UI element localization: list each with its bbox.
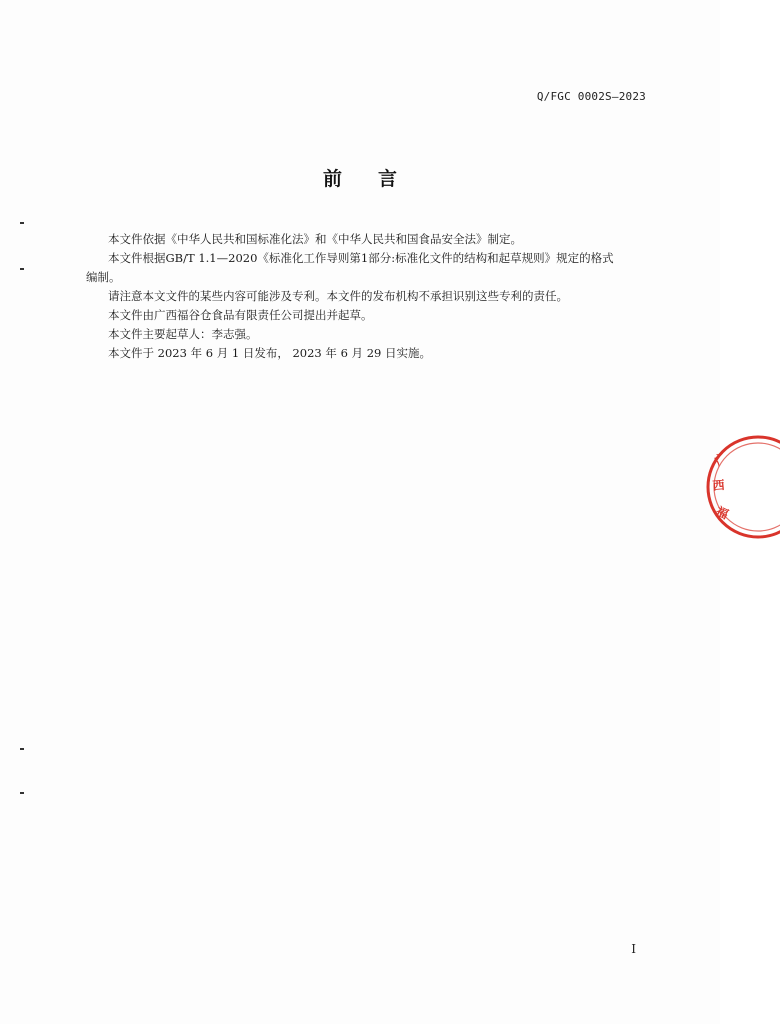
foreword-body [86, 230, 646, 363]
company-seal [700, 432, 780, 542]
margin-mark [20, 792, 24, 794]
margin-mark [20, 748, 24, 750]
paragraph-proposer: 本文件由广西福谷仓食品有限责任公司提出并起草。 [108, 308, 373, 322]
page-number: I [631, 942, 636, 956]
margin-mark [20, 268, 24, 270]
svg-text:福: 福 [713, 504, 731, 522]
margin-mark [20, 222, 24, 224]
paragraph-legal-basis: 本文件依据《中华人民共和国标准化法》和《中华人民共和国食品安全法》制定。 [108, 232, 522, 246]
title-char-2: 言 [378, 168, 398, 190]
paragraph-format-basis: 本文件根据GB/T 1.1—2020《标准化工作导则第1部分:标准化文件的结构和起草规则》规定的格式 [108, 251, 614, 265]
title-char-1: 前 [322, 168, 342, 190]
svg-text:广: 广 [711, 450, 730, 469]
paragraph-patent-notice: 请注意本文文件的某些内容可能涉及专利。本文件的发布机构不承担识别这些专利的责任。 [108, 289, 568, 303]
standard-code: Q/FGC 0002S—2023 [536, 90, 646, 103]
paragraph-dates: 本文件于 2023 年 6 月 1 日发布， 2023 年 6 月 29 日实施。 [108, 346, 431, 360]
paragraph-format-basis-cont: 编制。 [86, 270, 121, 284]
svg-text:西: 西 [712, 477, 726, 493]
page-title [0, 164, 720, 191]
paragraph-drafter: 本文件主要起草人：李志强。 [108, 327, 258, 341]
